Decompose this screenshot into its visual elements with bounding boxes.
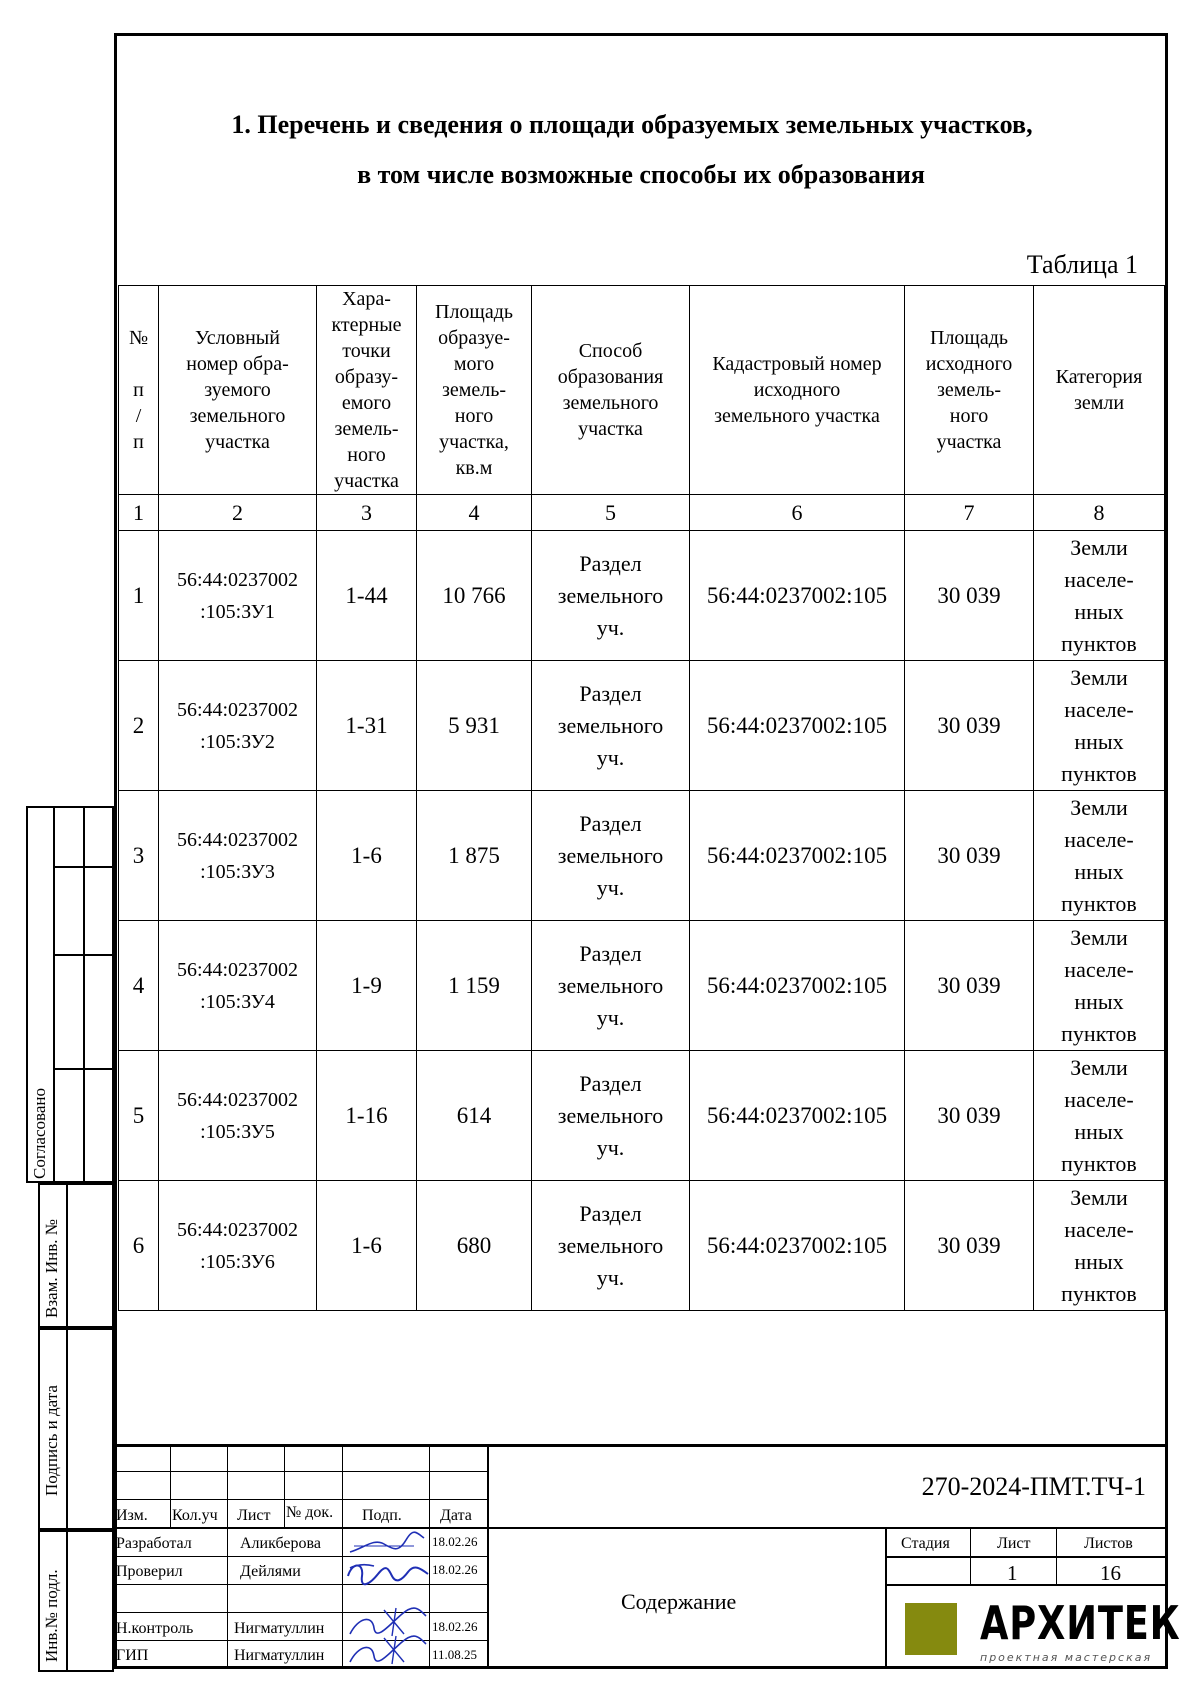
table-cell-cadastral: 56:44:0237002:105 (690, 661, 905, 791)
tb-line (1056, 1527, 1057, 1586)
column-number: 6 (690, 495, 905, 531)
table-cell-area: 680 (417, 1181, 532, 1311)
table-cell-method: Раздел земельного уч. (532, 791, 690, 921)
title-block (114, 1444, 1181, 1669)
col-header-sign: Подп. (362, 1507, 402, 1524)
table-cell-area: 1 875 (417, 791, 532, 921)
table-cell-points: 1-6 (317, 791, 417, 921)
table-cell-points: 1-9 (317, 921, 417, 1051)
side-stamp (26, 806, 114, 1672)
table-cell-category: Земли населе- нных пунктов (1034, 531, 1165, 661)
sheets-value: 16 (1100, 1561, 1121, 1585)
header-cell: Площадь исходного земель- ного участка (905, 286, 1034, 495)
table-cell-src_area: 30 039 (905, 661, 1034, 791)
document-title (114, 100, 1168, 200)
table-cell-n: 6 (119, 1181, 159, 1311)
column-number: 5 (532, 495, 690, 531)
table-row (119, 1181, 1165, 1311)
date-chief-engineer: 11.08.25 (432, 1647, 478, 1662)
header-cell: Категория земли (1034, 286, 1165, 495)
signature-checker (344, 1556, 430, 1588)
column-number: 8 (1034, 495, 1165, 531)
header-cell: Площадь образуе- мого земель- ного участка, кв.м (417, 286, 532, 495)
table-cell-method: Раздел земельного уч. (532, 921, 690, 1051)
role-developed: Разработал (116, 1535, 192, 1552)
header-cell: Кадастровый номер исходного земельного участка (690, 286, 905, 495)
tb-line (487, 1444, 489, 1669)
table-cell-method: Раздел земельного уч. (532, 531, 690, 661)
column-number-row (119, 495, 1165, 531)
table-row (119, 791, 1165, 921)
table-cell-src_area: 30 039 (905, 531, 1034, 661)
table-row (119, 921, 1165, 1051)
divider (83, 806, 85, 1183)
table-header-row (119, 286, 1165, 495)
col-header-izm: Изм. (116, 1507, 148, 1524)
divider (66, 1328, 68, 1530)
table-cell-points: 1-6 (317, 1181, 417, 1311)
company-logo: АРХИТЕК (980, 1596, 1181, 1650)
replace-inv-label: Взам. Инв. № (42, 1219, 61, 1318)
col-header-kol: Кол.уч (172, 1507, 218, 1524)
tb-line (170, 1444, 171, 1529)
table-cell-points: 1-31 (317, 661, 417, 791)
column-number: 2 (159, 495, 317, 531)
tb-line (114, 1612, 487, 1613)
table-row (119, 1051, 1165, 1181)
table-cell-method: Раздел земельного уч. (532, 1051, 690, 1181)
table-cell-area: 1 159 (417, 921, 532, 1051)
col-header-list: Лист (237, 1507, 271, 1524)
inv-orig-label: Инв.№ подл. (42, 1569, 61, 1662)
table-cell-num: 56:44:0237002 :105:ЗУ1 (159, 531, 317, 661)
table-cell-cadastral: 56:44:0237002:105 (690, 531, 905, 661)
table-cell-cadastral: 56:44:0237002:105 (690, 1181, 905, 1311)
sheets-label: Листов (1084, 1535, 1133, 1552)
name-checked: Дейлями (240, 1563, 301, 1580)
table-cell-src_area: 30 039 (905, 921, 1034, 1051)
divider (53, 1068, 114, 1070)
table-cell-points: 1-16 (317, 1051, 417, 1181)
table-row (119, 661, 1165, 791)
tb-line (885, 1556, 1168, 1558)
divider (66, 1530, 68, 1672)
table-cell-category: Земли населе- нных пунктов (1034, 661, 1165, 791)
column-number: 7 (905, 495, 1034, 531)
sheet-value: 1 (1007, 1561, 1018, 1585)
name-norm-control: Нигматуллин (234, 1620, 325, 1637)
table-cell-n: 3 (119, 791, 159, 921)
header-cell: Условный номер обра- зуемого земельного участка (159, 286, 317, 495)
sign-date-label: Подпись и дата (42, 1385, 61, 1496)
table-cell-num: 56:44:0237002 :105:ЗУ3 (159, 791, 317, 921)
tb-line (885, 1527, 887, 1669)
date-developed: 18.02.26 (432, 1534, 478, 1549)
table-cell-num: 56:44:0237002 :105:ЗУ5 (159, 1051, 317, 1181)
name-developed: Аликберова (240, 1535, 321, 1552)
tb-line (970, 1527, 971, 1586)
role-norm-control: Н.контроль (116, 1620, 194, 1637)
table-cell-num: 56:44:0237002 :105:ЗУ2 (159, 661, 317, 791)
table-cell-area: 5 931 (417, 661, 532, 791)
table-cell-n: 1 (119, 531, 159, 661)
table-cell-area: 614 (417, 1051, 532, 1181)
table-cell-category: Земли населе- нных пунктов (1034, 1181, 1165, 1311)
signature-chief-engineer (344, 1632, 430, 1669)
role-checked: Проверил (116, 1563, 183, 1580)
company-logo-subtitle: проектная мастерская (980, 1651, 1153, 1664)
tb-line (114, 1584, 487, 1585)
document-code: 270-2024-ПМТ.ТЧ-1 (921, 1472, 1146, 1501)
tb-line (342, 1444, 343, 1669)
land-plots-table (118, 285, 1165, 1311)
table-cell-category: Земли населе- нных пунктов (1034, 1051, 1165, 1181)
table-cell-src_area: 30 039 (905, 1181, 1034, 1311)
name-chief-engineer: Нигматуллин (234, 1647, 325, 1664)
date-norm-control: 18.02.26 (432, 1619, 478, 1634)
col-header-doc: № док. (286, 1504, 334, 1521)
table-cell-method: Раздел земельного уч. (532, 661, 690, 791)
column-number: 4 (417, 495, 532, 531)
table-cell-method: Раздел земельного уч. (532, 1181, 690, 1311)
title-line-2: в том числе возможные способы их образования (357, 160, 925, 189)
table-cell-cadastral: 56:44:0237002:105 (690, 921, 905, 1051)
tb-line (885, 1584, 1168, 1586)
header-cell: № п / п (119, 286, 159, 495)
table-row (119, 531, 1165, 661)
header-cell: Хара- ктерные точки образу- емого земель- ного участка (317, 286, 417, 495)
tb-line (114, 1640, 487, 1641)
sheet-label: Лист (997, 1535, 1031, 1552)
tb-line (227, 1444, 228, 1669)
table-body (119, 531, 1165, 1311)
sheet-name: Содержание (621, 1589, 737, 1614)
table-cell-cadastral: 56:44:0237002:105 (690, 1051, 905, 1181)
tb-line (284, 1444, 285, 1529)
table-caption: Таблица 1 (1026, 250, 1138, 279)
table-cell-points: 1-44 (317, 531, 417, 661)
table-cell-src_area: 30 039 (905, 791, 1034, 921)
table-cell-n: 5 (119, 1051, 159, 1181)
table-cell-num: 56:44:0237002 :105:ЗУ6 (159, 1181, 317, 1311)
tb-line (114, 1527, 1168, 1529)
header-cell: Способ образования земельного участка (532, 286, 690, 495)
table-cell-n: 4 (119, 921, 159, 1051)
tb-line (114, 1444, 1168, 1447)
table-cell-category: Земли населе- нных пунктов (1034, 791, 1165, 921)
column-number: 3 (317, 495, 417, 531)
tb-line (114, 1556, 487, 1557)
date-checked: 18.02.26 (432, 1562, 478, 1577)
stage-label: Стадия (901, 1535, 950, 1552)
divider (53, 806, 55, 1183)
column-number: 1 (119, 495, 159, 531)
title-line-1: 1. Перечень и сведения о площади образуемых земельных участков, (231, 110, 1033, 139)
divider (53, 954, 114, 956)
table-cell-cadastral: 56:44:0237002:105 (690, 791, 905, 921)
divider (66, 1183, 68, 1328)
role-chief-engineer: ГИП (116, 1647, 149, 1664)
logo-square (905, 1603, 957, 1655)
table-cell-area: 10 766 (417, 531, 532, 661)
divider (53, 866, 114, 868)
table-cell-category: Земли населе- нных пунктов (1034, 921, 1165, 1051)
col-header-date: Дата (440, 1507, 472, 1524)
table-cell-n: 2 (119, 661, 159, 791)
table-cell-src_area: 30 039 (905, 1051, 1034, 1181)
table-cell-num: 56:44:0237002 :105:ЗУ4 (159, 921, 317, 1051)
agreed-label: Согласовано (30, 1088, 49, 1179)
